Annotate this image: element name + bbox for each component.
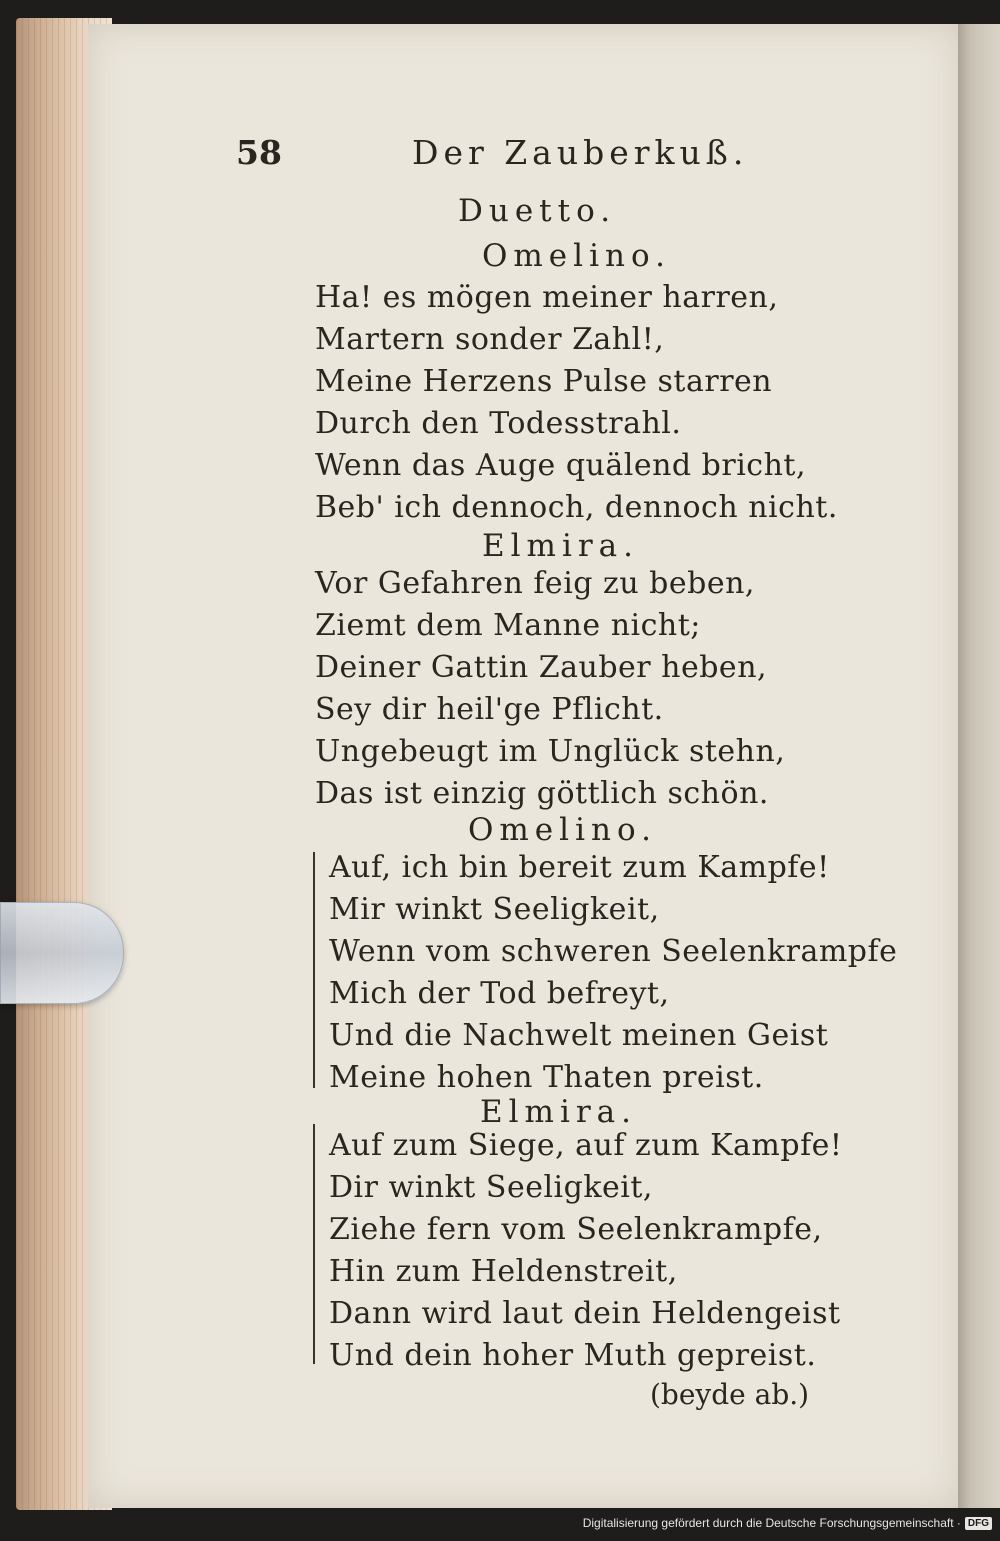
speaker-heading: Elmira.: [482, 528, 640, 564]
verse-line: Ungebeugt im Unglück stehn,: [315, 734, 786, 769]
verse-line: Beb' ich dennoch, dennoch nicht.: [315, 490, 838, 525]
speaker-heading: Elmira.: [480, 1094, 638, 1130]
page-number: 58: [236, 133, 282, 172]
dfg-logo-icon: DFG: [965, 1517, 992, 1530]
stage-direction: (beyde ab.): [650, 1378, 810, 1411]
verse-line: Auf, ich bin bereit zum Kampfe!: [329, 850, 830, 885]
verse-line: Das ist einzig göttlich schön.: [315, 776, 769, 811]
verse-brace: [313, 1124, 325, 1364]
verse-line: Wenn das Auge quälend bricht,: [315, 448, 806, 483]
verse-line: Ziemt dem Manne nicht;: [315, 608, 701, 643]
verse-line: Mir winkt Seeligkeit,: [329, 892, 660, 927]
verse-line: Und die Nachwelt meinen Geist: [329, 1018, 829, 1053]
verse-line: Ziehe fern vom Seelenkrampfe,: [329, 1212, 823, 1247]
verse-line: Auf zum Siege, auf zum Kampfe!: [329, 1128, 843, 1163]
verse-line: Durch den Todesstrahl.: [315, 406, 682, 441]
running-title: Der Zauberkuß.: [412, 133, 749, 172]
verse-line: Meine Herzens Pulse starren: [315, 364, 773, 399]
speaker-heading: Omelino.: [468, 812, 657, 848]
verse-line: Wenn vom schweren Seelenkrampfe: [329, 934, 898, 969]
verse-line: Und dein hoher Muth gepreist.: [329, 1338, 817, 1373]
verse-line: Deiner Gattin Zauber heben,: [315, 650, 768, 685]
verse-line: Hin zum Heldenstreit,: [329, 1254, 678, 1289]
digitization-credit: [583, 1516, 992, 1530]
verse-brace: [313, 852, 325, 1088]
verse-line: Vor Gefahren feig zu beben,: [315, 566, 755, 601]
verse-line: Mich der Tod befreyt,: [329, 976, 670, 1011]
section-title: Duetto.: [458, 193, 617, 229]
speaker-heading: Omelino.: [482, 238, 671, 274]
verse-line: Meine hohen Thaten preist.: [329, 1060, 764, 1095]
verse-line: Sey dir heil'ge Pflicht.: [315, 692, 664, 727]
verse-line: Martern sonder Zahl!,: [315, 322, 665, 357]
credit-text: Digitalisierung gefördert durch die Deutsche Forschungsgemeinschaft ·: [582, 1516, 961, 1530]
verse-line: Ha! es mögen meiner harren,: [315, 280, 779, 315]
verse-line: Dir winkt Seeligkeit,: [329, 1170, 653, 1205]
verse-line: Dann wird laut dein Heldengeist: [329, 1296, 841, 1331]
